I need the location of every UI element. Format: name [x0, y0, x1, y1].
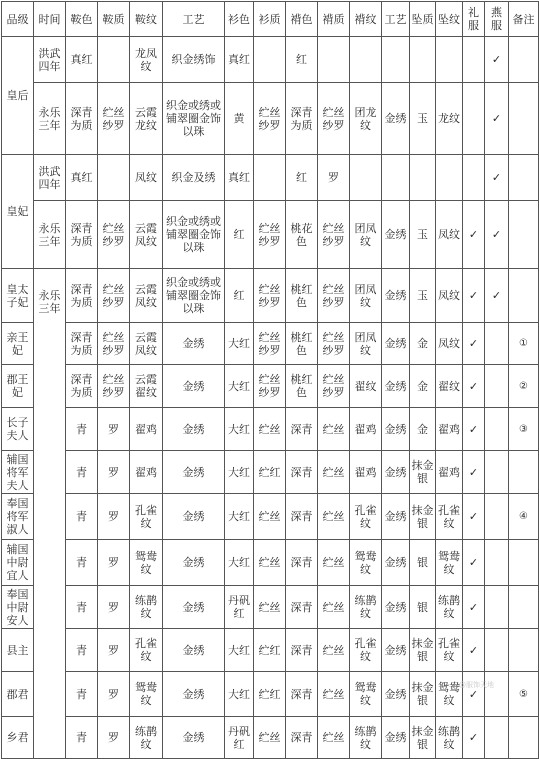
table-cell: 红 — [225, 201, 254, 269]
table-cell: 凤纹 — [436, 269, 463, 323]
table-cell: 深青为质 — [66, 323, 98, 365]
table-cell: 鸳鸯纹 — [130, 672, 163, 717]
table-row — [2, 717, 539, 759]
header-cell: 工艺 — [382, 2, 410, 37]
table-cell: 云霞凤纹 — [130, 269, 163, 323]
check-cell: ✓ — [463, 672, 485, 717]
table-cell: 金绣 — [382, 672, 410, 717]
table-cell: 纻丝 — [318, 672, 350, 717]
table-cell: 金 — [410, 323, 436, 365]
table-cell: 大红 — [225, 408, 254, 451]
check-cell: ✓ — [463, 323, 485, 365]
table-cell: 金 — [410, 408, 436, 451]
table-cell: 纻丝纱罗 — [98, 365, 130, 408]
table-cell: 桃花色 — [286, 201, 318, 269]
table-cell: 金绣 — [382, 540, 410, 586]
table-cell: 龙凤纹 — [130, 37, 163, 83]
note-cell: ⑤ — [509, 672, 539, 717]
table-cell: 桃红色 — [286, 269, 318, 323]
rank-cell: 长子夫人 — [2, 408, 34, 451]
table-cell: 金绣 — [163, 365, 225, 408]
table-cell: 练鹊纹 — [130, 586, 163, 629]
table-cell: 深青 — [286, 408, 318, 451]
table-cell: 纻丝 — [254, 586, 286, 629]
table-cell: 金绣 — [382, 586, 410, 629]
table-cell: 鸳鸯纹 — [350, 672, 382, 717]
table-cell: 织金或绣或铺翠圈金饰以珠 — [163, 83, 225, 155]
table-cell: 罗 — [98, 540, 130, 586]
table-cell: 大红 — [225, 451, 254, 494]
table-cell: 深青为质 — [66, 365, 98, 408]
header-row — [2, 2, 539, 37]
table-cell — [382, 37, 410, 83]
table-row — [2, 155, 539, 201]
table-cell: 金绣 — [382, 269, 410, 323]
table-cell: 翟纹 — [436, 365, 463, 408]
table-cell: 纻丝纱罗 — [98, 201, 130, 269]
table-cell: 玉 — [410, 201, 436, 269]
costume-table — [1, 1, 539, 759]
table-cell: 纻丝 — [318, 408, 350, 451]
table-cell: 大红 — [225, 629, 254, 672]
table-cell: 纻丝 — [254, 494, 286, 540]
header-cell: 备注 — [509, 2, 539, 37]
table-row — [2, 83, 539, 155]
table-cell: 金绣 — [382, 451, 410, 494]
table-cell: 练鹊纹 — [130, 717, 163, 759]
table-row — [2, 494, 539, 540]
table-cell: 孔雀纹 — [350, 629, 382, 672]
check-cell — [485, 451, 509, 494]
header-cell: 品级 — [2, 2, 34, 37]
time-cell: 洪武四年 — [34, 155, 66, 201]
table-cell: 孔雀纹 — [436, 629, 463, 672]
table-cell: 云霞翟纹 — [130, 365, 163, 408]
rank-cell: 郡王妃 — [2, 365, 34, 408]
table-cell: 翟鸡 — [130, 451, 163, 494]
note-cell: ④ — [509, 494, 539, 540]
header-cell: 坠纹 — [436, 2, 463, 37]
table-cell: 青 — [66, 586, 98, 629]
table-cell: 红 — [225, 269, 254, 323]
table-cell: 真红 — [66, 155, 98, 201]
note-cell — [509, 451, 539, 494]
check-cell — [463, 37, 485, 83]
table-cell: 大红 — [225, 494, 254, 540]
table-cell: 练鹊纹 — [436, 586, 463, 629]
table-cell: 银 — [410, 540, 436, 586]
table-cell: 练鹊纹 — [350, 717, 382, 759]
table-cell: 深青为质 — [286, 83, 318, 155]
table-cell: 玉 — [410, 269, 436, 323]
time-cell: 洪武四年 — [34, 37, 66, 83]
table-cell: 大红 — [225, 323, 254, 365]
table-cell — [436, 155, 463, 201]
table-cell — [98, 155, 130, 201]
table-cell: 纻丝纱罗 — [98, 269, 130, 323]
table-cell: 纻丝纱罗 — [318, 269, 350, 323]
table-cell: 团凤纹 — [350, 269, 382, 323]
table-cell: 丹矾红 — [225, 586, 254, 629]
table-cell — [382, 155, 410, 201]
table-cell: 金绣 — [163, 717, 225, 759]
table-cell: 罗 — [98, 408, 130, 451]
check-cell: ✓ — [463, 269, 485, 323]
check-cell — [485, 323, 509, 365]
header-cell: 坠质 — [410, 2, 436, 37]
note-cell — [509, 717, 539, 759]
table-cell: 纻丝纱罗 — [98, 83, 130, 155]
table-cell: 织金及绣 — [163, 155, 225, 201]
rank-cell: 县主 — [2, 629, 34, 672]
table-cell: 纻丝 — [318, 586, 350, 629]
check-cell: ✓ — [485, 37, 509, 83]
table-cell: 孔雀纹 — [130, 494, 163, 540]
table-cell: 凤纹 — [130, 155, 163, 201]
table-cell: 金绣 — [382, 201, 410, 269]
table-cell: 纻丝 — [318, 717, 350, 759]
note-cell: ② — [509, 365, 539, 408]
table-cell: 罗 — [318, 155, 350, 201]
table-cell: 纻红 — [254, 629, 286, 672]
check-cell: ✓ — [463, 629, 485, 672]
table-cell: 团凤纹 — [350, 201, 382, 269]
table-cell: 青 — [66, 629, 98, 672]
note-cell: ① — [509, 323, 539, 365]
check-cell: ✓ — [463, 717, 485, 759]
time-cell: 永乐三年 — [34, 83, 66, 155]
note-cell: ③ — [509, 408, 539, 451]
table-cell: 纻红 — [254, 672, 286, 717]
header-cell: 鞍质 — [98, 2, 130, 37]
check-cell — [485, 629, 509, 672]
header-cell: 褙纹 — [350, 2, 382, 37]
rank-cell: 皇太子妃 — [2, 269, 34, 323]
table-cell: 织金绣饰 — [163, 37, 225, 83]
table-cell: 青 — [66, 717, 98, 759]
table-cell: 罗 — [98, 672, 130, 717]
table-cell: 龙纹 — [436, 83, 463, 155]
table-cell: 织金或绣或铺翠圈金饰以珠 — [163, 269, 225, 323]
table-cell: 金绣 — [163, 629, 225, 672]
table-cell: 银 — [410, 586, 436, 629]
check-cell — [485, 365, 509, 408]
table-cell: 翟鸡 — [436, 451, 463, 494]
check-cell — [485, 717, 509, 759]
table-row — [2, 323, 539, 365]
rank-cell: 郡君 — [2, 672, 34, 717]
header-cell: 衫质 — [254, 2, 286, 37]
header-cell: 时间 — [34, 2, 66, 37]
table-cell: 鸳鸯纹 — [436, 672, 463, 717]
check-cell: ✓ — [463, 365, 485, 408]
table-cell: 深青 — [286, 717, 318, 759]
table-cell: 纻丝纱罗 — [254, 269, 286, 323]
table-row — [2, 408, 539, 451]
note-cell — [509, 37, 539, 83]
check-cell — [485, 494, 509, 540]
time-cell: 永乐三年 — [34, 201, 66, 269]
table-cell: 罗 — [98, 717, 130, 759]
table-cell: 纻丝纱罗 — [254, 323, 286, 365]
table-cell: 织金或绣或铺翠圈金饰以珠 — [163, 201, 225, 269]
check-cell — [463, 83, 485, 155]
table-cell: 云霞凤纹 — [130, 323, 163, 365]
table-cell: 凤纹 — [436, 201, 463, 269]
table-cell: 真红 — [66, 37, 98, 83]
table-cell: 云霞龙纹 — [130, 83, 163, 155]
table-cell: 翟纹 — [350, 365, 382, 408]
header-cell: 褙色 — [286, 2, 318, 37]
table-cell — [350, 37, 382, 83]
check-cell: ✓ — [485, 83, 509, 155]
table-cell: 孔雀纹 — [130, 629, 163, 672]
table-row — [2, 540, 539, 586]
table-cell: 青 — [66, 494, 98, 540]
header-cell: 衫色 — [225, 2, 254, 37]
table-cell: 鸳鸯纹 — [436, 540, 463, 586]
table-cell: 金绣 — [382, 323, 410, 365]
header-cell: 工艺 — [163, 2, 225, 37]
note-cell — [509, 201, 539, 269]
table-cell: 金绣 — [382, 717, 410, 759]
table-cell: 深青为质 — [66, 83, 98, 155]
table-cell: 纻丝纱罗 — [318, 83, 350, 155]
table-cell: 金绣 — [382, 494, 410, 540]
note-cell — [509, 586, 539, 629]
table-cell: 纻丝 — [254, 717, 286, 759]
table-cell: 桃红色 — [286, 323, 318, 365]
table-cell: 金绣 — [163, 540, 225, 586]
table-cell: 鸳鸯纹 — [350, 540, 382, 586]
check-cell — [485, 540, 509, 586]
check-cell — [485, 408, 509, 451]
table-cell: 纻丝 — [254, 540, 286, 586]
header-cell: 褙质 — [318, 2, 350, 37]
table-cell: 抹金银 — [410, 672, 436, 717]
table-cell: 孔雀纹 — [436, 494, 463, 540]
table-cell: 红 — [286, 155, 318, 201]
table-cell: 玉 — [410, 83, 436, 155]
table-cell: 真红 — [225, 155, 254, 201]
table-cell: 大红 — [225, 365, 254, 408]
rank-cell: 奉国将军淑人 — [2, 494, 34, 540]
check-cell — [485, 672, 509, 717]
table-cell: 丹矾红 — [225, 717, 254, 759]
table-cell: 青 — [66, 672, 98, 717]
table-cell: 青 — [66, 451, 98, 494]
table-cell: 练鹊纹 — [350, 586, 382, 629]
rank-cell: 辅国将军夫人 — [2, 451, 34, 494]
note-cell — [509, 155, 539, 201]
check-cell: ✓ — [463, 408, 485, 451]
table-cell: 翟鸡 — [350, 408, 382, 451]
table-cell: 青 — [66, 408, 98, 451]
note-cell — [509, 629, 539, 672]
table-cell: 金绣 — [163, 451, 225, 494]
table-cell: 练鹊纹 — [436, 717, 463, 759]
check-cell — [485, 586, 509, 629]
note-cell — [509, 83, 539, 155]
table-cell: 深青 — [286, 672, 318, 717]
table-cell: 罗 — [98, 451, 130, 494]
table-cell: 金绣 — [163, 323, 225, 365]
table-cell: 深青 — [286, 629, 318, 672]
table-row — [2, 365, 539, 408]
table-cell: 纻丝 — [318, 451, 350, 494]
table-row — [2, 269, 539, 323]
table-cell: 大红 — [225, 540, 254, 586]
rank-cell: 亲王妃 — [2, 323, 34, 365]
header-cell: 鞍纹 — [130, 2, 163, 37]
time-cell: 永乐三年 — [34, 269, 66, 759]
check-cell: ✓ — [463, 451, 485, 494]
note-cell — [509, 269, 539, 323]
header-cell: 鞍色 — [66, 2, 98, 37]
table-cell: 金绣 — [163, 672, 225, 717]
note-cell — [509, 540, 539, 586]
table-cell: 纻丝 — [318, 494, 350, 540]
table-cell: 抹金银 — [410, 494, 436, 540]
check-cell: ✓ — [463, 201, 485, 269]
table-cell: 纻丝纱罗 — [318, 323, 350, 365]
table-cell: 金绣 — [163, 408, 225, 451]
table-cell: 金 — [410, 365, 436, 408]
table-cell: 翟鸡 — [130, 408, 163, 451]
table-cell: 深青为质 — [66, 201, 98, 269]
table-cell: 罗 — [98, 586, 130, 629]
table-cell: 纻丝纱罗 — [254, 201, 286, 269]
table-cell: 金绣 — [382, 365, 410, 408]
check-cell: ✓ — [463, 586, 485, 629]
table-cell — [318, 37, 350, 83]
table-cell — [98, 37, 130, 83]
check-cell: ✓ — [485, 201, 509, 269]
table-cell — [254, 37, 286, 83]
table-cell: 深青为质 — [66, 269, 98, 323]
table-cell: 纻丝纱罗 — [254, 83, 286, 155]
table-cell — [254, 155, 286, 201]
table-cell: 纻丝纱罗 — [98, 323, 130, 365]
table-cell: 罗 — [98, 629, 130, 672]
table-cell: 桃红色 — [286, 365, 318, 408]
check-cell: ✓ — [485, 155, 509, 201]
rank-cell: 皇妃 — [2, 155, 34, 269]
table-cell: 团龙纹 — [350, 83, 382, 155]
table-cell: 金绣 — [382, 629, 410, 672]
table-cell — [436, 37, 463, 83]
check-cell — [463, 155, 485, 201]
table-row — [2, 672, 539, 717]
header-cell: 燕服 — [485, 2, 509, 37]
check-cell: ✓ — [463, 540, 485, 586]
table-cell: 罗 — [98, 494, 130, 540]
table-cell: 翟鸡 — [436, 408, 463, 451]
table-cell: 翟鸡 — [350, 451, 382, 494]
table-cell: 金绣 — [382, 83, 410, 155]
table-cell: 纻丝 — [318, 540, 350, 586]
check-cell: ✓ — [463, 494, 485, 540]
rank-cell: 乡君 — [2, 717, 34, 759]
rank-cell: 皇后 — [2, 37, 34, 155]
table-cell: 纻丝 — [254, 408, 286, 451]
rank-cell: 奉国中尉安人 — [2, 586, 34, 629]
table-cell: 凤纹 — [436, 323, 463, 365]
table-row — [2, 451, 539, 494]
table-row — [2, 586, 539, 629]
table-cell — [410, 37, 436, 83]
check-cell: ✓ — [485, 269, 509, 323]
table-cell: 抹金银 — [410, 451, 436, 494]
table-cell: 团凤纹 — [350, 323, 382, 365]
table-cell: 纻丝纱罗 — [318, 201, 350, 269]
table-cell — [350, 155, 382, 201]
table-cell: 金绣 — [163, 586, 225, 629]
header-cell: 礼服 — [463, 2, 485, 37]
table-row — [2, 201, 539, 269]
rank-cell: 辅国中尉宜人 — [2, 540, 34, 586]
table-row — [2, 629, 539, 672]
table-cell: 纻丝 — [318, 629, 350, 672]
table-cell: 云霞凤纹 — [130, 201, 163, 269]
table-cell: 纻丝纱罗 — [254, 365, 286, 408]
table-cell: 深青 — [286, 451, 318, 494]
table-cell: 深青 — [286, 586, 318, 629]
table-cell: 红 — [286, 37, 318, 83]
table-cell: 深青 — [286, 494, 318, 540]
table-cell — [410, 155, 436, 201]
table-cell: 抹金银 — [410, 717, 436, 759]
table-cell: 纻丝纱罗 — [318, 365, 350, 408]
table-cell: 金绣 — [163, 494, 225, 540]
table-cell: 黄 — [225, 83, 254, 155]
table-cell: 鸳鸯纹 — [130, 540, 163, 586]
table-cell: 大红 — [225, 672, 254, 717]
table-cell: 抹金银 — [410, 629, 436, 672]
table-cell: 青 — [66, 540, 98, 586]
watermark: @服饰天地 — [459, 681, 494, 689]
table-cell: 真红 — [225, 37, 254, 83]
table-cell: 孔雀纹 — [350, 494, 382, 540]
table-cell: 纻红 — [254, 451, 286, 494]
table-cell: 金绣 — [382, 408, 410, 451]
table-row — [2, 37, 539, 83]
table-cell: 深青 — [286, 540, 318, 586]
